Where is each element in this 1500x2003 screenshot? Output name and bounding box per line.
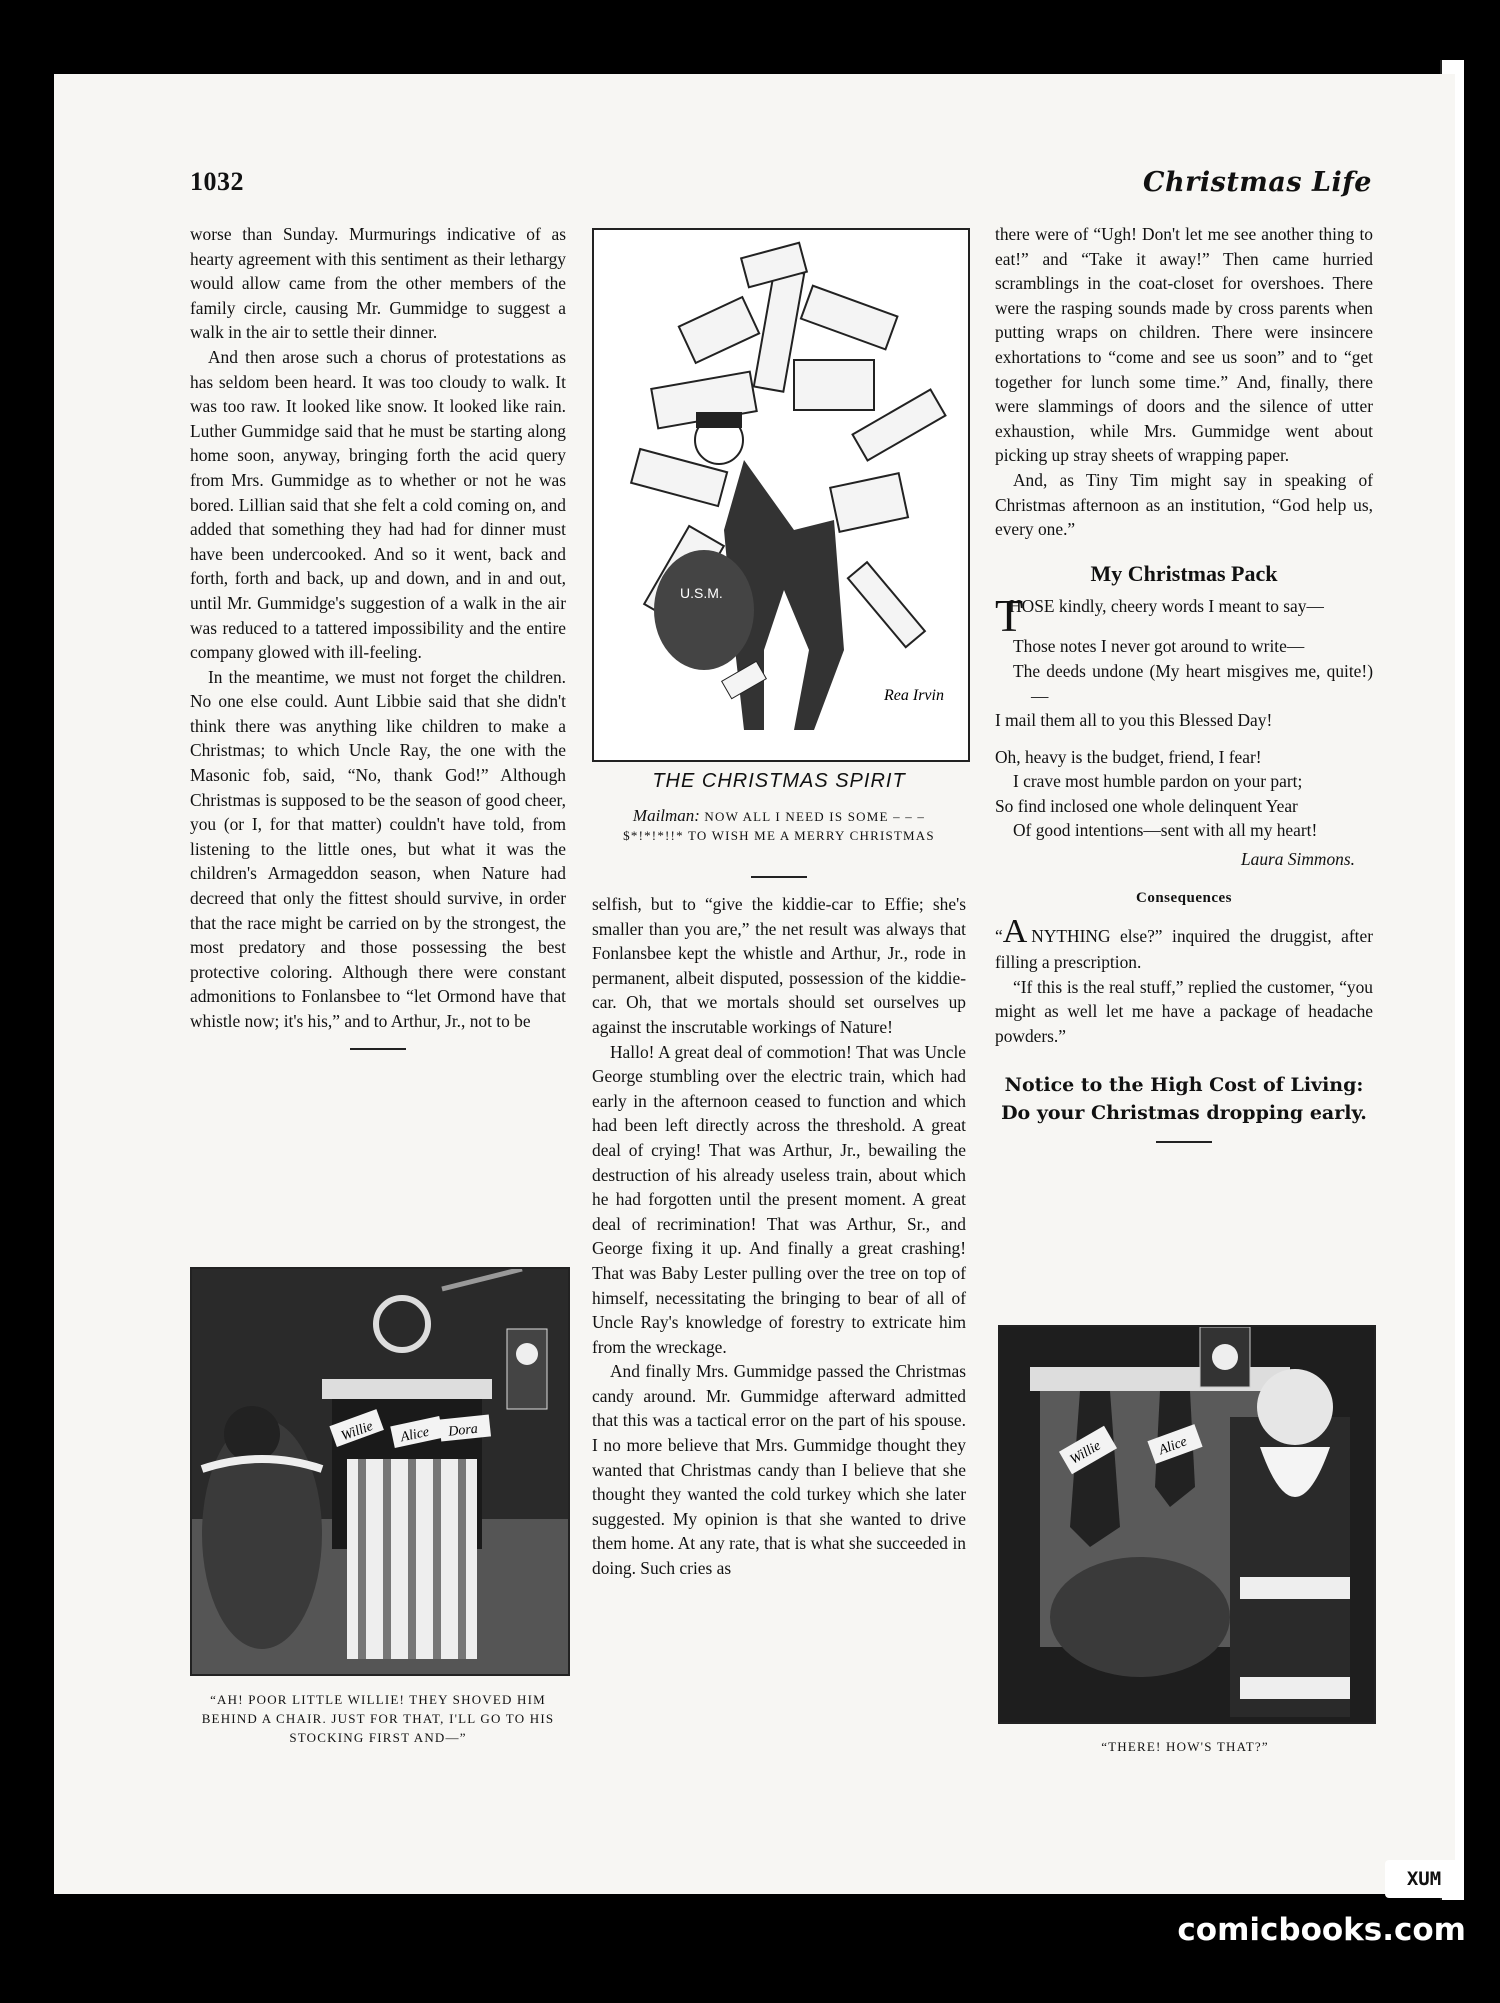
notice-line: Do your Christmas dropping early. xyxy=(1001,1101,1367,1124)
divider xyxy=(751,876,807,878)
poem-author: Laura Simmons. xyxy=(1240,849,1355,870)
paragraph: And then arose such a chorus of protestations as has seldom been heard. It was too cloudy to walk. It was too raw. It looked like snow. It looked like rain. Luther Gummidge said that he must be starting along home soon, anyway, bringing forth the acid query from Mrs. Gummidge as to whether or not he was bored. Lillian said that she felt a cold coming on, and added that something they had had for dinner must have been undercooked. And so it went, back and forth, forth and back, up and down, and in and out, until Mr. Gummidge's suggestion of a walk in the air was reduced to a tattered impossibility and the entire company glowed with ill-feeling. xyxy=(190,346,566,663)
mail-bag-label: U.S.M. xyxy=(680,585,723,601)
paragraph xyxy=(995,914,1373,975)
poem-line: Oh, heavy is the budget, friend, I fear! xyxy=(995,746,1262,767)
drop-cap: T xyxy=(995,590,1024,642)
drop-cap: A xyxy=(1002,913,1028,951)
paragraph: And finally Mrs. Gummidge passed the Christmas candy around. Mr. Gummidge afterward admitted that this was a tactical error on the part of his spouse. I no more believe that Mrs. Gummidge thought they wanted that Christmas candy than I believe that she thought they wanted the cold turkey which she later suggested. My opinion is that she wanted to drive them home. At any rate, that is what she succeeded in doing. Such cries as xyxy=(592,1361,966,1579)
stocking-label: Alice xyxy=(399,1424,431,1446)
page-number: 1032 xyxy=(190,167,244,196)
caption-text: NOW ALL I NEED IS SOME – – –$*!*!*!!* TO WISH ME A MERRY CHRISTMAS xyxy=(623,809,935,843)
running-title: Christmas Life xyxy=(1143,167,1372,198)
notice xyxy=(995,1071,1373,1127)
illustration-santa-fireplace xyxy=(190,1267,570,1676)
joke-text: NYTHING else?” inquired the druggist, after filling a prescription. xyxy=(995,926,1373,973)
watermark: comicbooks.com xyxy=(1177,1912,1466,1948)
illustration-caption: “AH! POOR LITTLE WILLIE! THEY SHOVED HIM BEHIND A CHAIR. JUST FOR THAT, I'LL GO TO HIS STOCKING FIRST AND—” xyxy=(201,1692,555,1745)
poem-line: Those notes I never got around to write— xyxy=(1013,636,1305,657)
paragraph: selfish, but to “give the kiddie-car to Effie; she's smaller than you are,” the net result was always that Fonlansbee kept the whistle and Arthur, Jr., rode in permanent, albeit disputed, possession of the kiddie-car. Oh, that we mortals should set ourselves up against the inscrutable workings of Nature! xyxy=(592,894,966,1037)
illustration-mailman xyxy=(592,228,970,762)
column-2 xyxy=(592,876,966,1581)
notice-line: Notice to the High Cost of Living: xyxy=(1004,1073,1364,1096)
scan-stamp: XUM xyxy=(1385,1860,1463,1898)
paragraph: And, as Tiny Tim might say in speaking of Christmas afternoon as an institution, “God help us, every one.” xyxy=(995,469,1373,540)
poem-line: I crave most humble pardon on your part; xyxy=(1013,771,1303,792)
stocking-label: Willie xyxy=(339,1418,376,1445)
poem-line: I mail them all to you this Blessed Day! xyxy=(995,710,1273,731)
paragraph: In the meantime, we must not forget the children. No one else could. Aunt Libbie said that she didn't think there was anything like children to make a Christmas; to which Uncle Ray, the one with the Masonic fob, said, “No, thank God!” Although Christmas is supposed to be the season of good cheer, you (or I, for that matter) couldn't have told, from listening to the little ones, but what it was the children's Armageddon season, when Nature had decreed that only the fittest should survive, in order that the race might be carried on by the strongest, the most predatory and those possessing the best protective coloring. Although there were constant admonitions to Fonlansbee to “let Ormond have that whistle now; it's his,” and to Arthur, Jr., not to be xyxy=(190,666,566,1031)
stocking-label: Dora xyxy=(447,1421,479,1440)
open-quote: “ xyxy=(995,926,1003,947)
caption-speaker: Mailman: xyxy=(632,806,700,825)
paragraph: “If this is the real stuff,” replied the customer, “you might as well let me have a package of headache powders.” xyxy=(995,976,1373,1047)
divider xyxy=(1156,1141,1212,1143)
column-3 xyxy=(995,222,1373,1157)
poem-title: My Christmas Pack xyxy=(1090,560,1278,586)
illustration-santa-stockings xyxy=(998,1325,1376,1724)
poem-line: HOSE kindly, cheery words I meant to say— xyxy=(1009,596,1324,617)
column-1 xyxy=(190,222,566,1064)
stocking-label: Alice xyxy=(1156,1434,1190,1459)
paragraph: worse than Sunday. Murmurings indicative of as hearty agreement with this sentiment as their lethargy would allow came from the other members of the family circle, causing Mr. Gummidge to suggest a walk in the air to settle their dinner. xyxy=(190,224,566,343)
illustration-caption: “THERE! HOW'S THAT?” xyxy=(1101,1739,1269,1754)
poem-line: So find inclosed one whole delinquent Year xyxy=(995,795,1298,816)
poem-line: Of good intentions—sent with all my heart! xyxy=(1013,820,1318,841)
poem xyxy=(995,590,1373,871)
artist-signature: Rea Irvin xyxy=(884,687,944,704)
joke-title: Consequences xyxy=(1135,889,1232,906)
paragraph: Hallo! A great deal of commotion! That was Uncle George stumbling over the electric train, which had early in the afternoon ceased to function and which had been left directly across the threshold. A great deal of crying! That was Arthur, Jr., bewailing the destruction of his already useless train, about which he had forgotten until the present moment. A great deal of recrimination! That was Arthur, Sr., and George fixing it up. And finally a great crashing! That was Baby Lester pulling over the tree on top of himself, necessitating the bringing to bear of all of Uncle Ray's knowledge of forestry to extricate him from the wreckage. xyxy=(592,1041,966,1357)
divider xyxy=(350,1048,406,1050)
illustration-title: THE CHRISTMAS SPIRIT xyxy=(652,770,906,792)
stocking-label: Willie xyxy=(1067,1438,1104,1468)
illustration-caption xyxy=(612,806,946,845)
poem-line: The deeds undone (My heart misgives me, quite!)— xyxy=(1013,660,1373,706)
paragraph: there were of “Ugh! Don't let me see another thing to eat!” and “Take it away!” Then came hurried scramblings in the coat-closet for overshoes. There were the rasping sounds made by cross parents when putting wraps on children. There were insincere exhortations to “come and see us soon” and to “get together for lunch some time.” And, finally, there were slammings of doors and the silence of utter exhaustion, while Mrs. Gummidge went about picking up stray sheets of wrapping paper. xyxy=(995,224,1373,466)
